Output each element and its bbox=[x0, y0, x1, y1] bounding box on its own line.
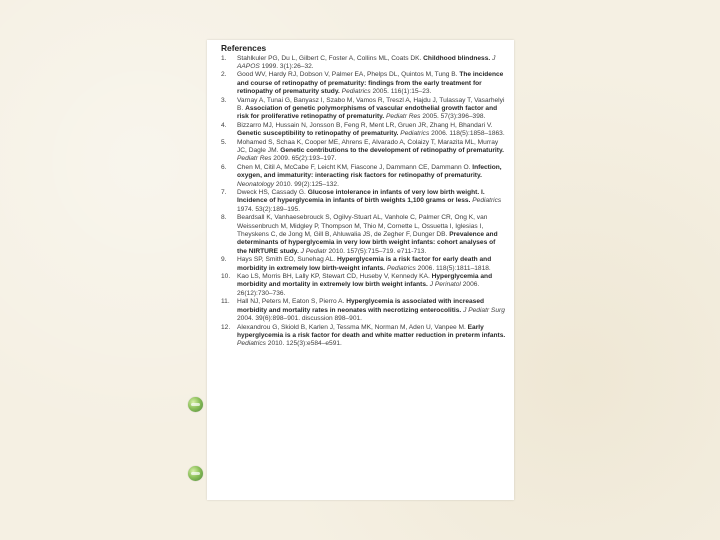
reference-journal: Pediatrics bbox=[386, 264, 416, 272]
reference-authors: Stahlkuler PG, Du L, Gilbert C, Foster A, Collins ML, Coats DK. bbox=[237, 54, 422, 62]
reference-number: 9. bbox=[221, 256, 227, 264]
reference-journal: Pediatr Res bbox=[237, 155, 272, 163]
reference-item bbox=[221, 55, 506, 72]
reference-number: 11. bbox=[221, 298, 230, 306]
reference-authors: Kao LS, Morris BH, Lally KP, Stewart CD, Huseby V, Kennedy KA. bbox=[237, 273, 430, 281]
reference-item bbox=[221, 97, 506, 122]
reference-title: The incidence and course of retinopathy of prematurity: findings from the early treatment for retinopathy of prematurity study. bbox=[237, 71, 504, 96]
reference-number: 7. bbox=[221, 189, 227, 196]
reference-number: 6. bbox=[221, 163, 227, 171]
reference-cite: 2010. 157(5):715–719. e711-713. bbox=[328, 247, 427, 255]
reference-cite: 2006. 118(5):1858–1863. bbox=[431, 130, 505, 138]
reference-authors: Dweck HS, Cassady G. bbox=[237, 189, 306, 196]
reference-item bbox=[221, 122, 506, 139]
reference-item bbox=[221, 71, 506, 96]
reference-title: Association of genetic polymorphisms of vascular endothelial growth factor and risk for proliferative retinopathy of prematurity. bbox=[237, 104, 498, 121]
reference-title: Genetic contributions to the development of retinopathy of prematurity. bbox=[280, 146, 504, 154]
reference-journal: J Pediatr Surg bbox=[463, 306, 505, 314]
reference-cite: 2006. 26(12):730–736. bbox=[237, 281, 480, 297]
reference-cite: 1974. 53(2):189–195. bbox=[237, 205, 301, 213]
reference-text bbox=[237, 139, 506, 164]
reference-cite: 2010. 125(3):e584–e591. bbox=[267, 340, 342, 348]
reference-item bbox=[221, 273, 506, 298]
reference-title: Hyperglycemia is a risk factor for early death and morbidity in extremely low birth-weight infants. bbox=[237, 256, 492, 272]
reference-journal: Pediatr Res bbox=[386, 113, 421, 121]
reference-journal: Pediatrics bbox=[472, 197, 502, 205]
reference-title: Childhood blindness. bbox=[423, 54, 491, 62]
reference-authors: Chen M, Citil A, McCabe F, Leicht KM, Fiascone J, Dammann CE, Dammann O. bbox=[237, 163, 471, 171]
reference-title: Genetic susceptibility to retinopathy of prematurity. bbox=[237, 130, 399, 138]
reference-journal: J Pediatr bbox=[300, 247, 327, 255]
reference-number: 12. bbox=[221, 323, 231, 331]
reference-text bbox=[237, 71, 506, 96]
reference-journal: Neonatology bbox=[237, 180, 275, 188]
reference-authors: Hays SP, Smith EO, Sunehag AL. bbox=[237, 256, 336, 264]
reference-authors: Good WV, Hardy RJ, Dobson V, Palmer EA, Phelps DL, Quintos M, Tung B. bbox=[237, 71, 458, 79]
reference-number: 5. bbox=[221, 138, 227, 146]
reference-list bbox=[221, 55, 506, 349]
reference-cite: 2006. 118(5):1811–1818. bbox=[417, 264, 491, 272]
reference-authors: Alexandrou G, Skiold B, Karlen J, Tessma MK, Norman M, Aden U, Vanpee M. bbox=[237, 323, 466, 331]
reference-number: 10. bbox=[221, 273, 231, 281]
reference-authors: Varnay A, Tunai G, Banyasz I, Szabo M, Vamos R, Treszl A, Hajdu J, Tulassay T, Vasarhelyi B. bbox=[237, 96, 505, 112]
reference-number: 8. bbox=[221, 214, 227, 222]
reference-number: 3. bbox=[221, 96, 227, 104]
reference-text bbox=[237, 122, 506, 139]
reference-journal: Pediatrics bbox=[400, 130, 430, 138]
reference-cite: 2005. 116(1):15–23. bbox=[372, 88, 432, 96]
reference-text bbox=[237, 273, 506, 298]
reference-item bbox=[221, 164, 506, 189]
reference-title: Hyperglycemia and morbidity and mortality in extremely low birth weight infants. bbox=[237, 273, 493, 289]
reference-title: Glucose intolerance in infants of very low birth weight. I. Incidence of hyperglycemia in infants of birth weights 1,100 grams or less. bbox=[237, 189, 485, 205]
reference-text bbox=[237, 256, 506, 273]
reference-authors: Beardsall K, Vanhaesebrouck S, Ogilvy-Stuart AL, Vanhole C, Palmer CR, Ong K, van Weissenbruch M, Midgley P, Thompson M, Thio M, Cornette L, Ossuetta I, Iglesias I, Theyskens C, de Jong M, Gill B, Ahluwalia JS, de Zegher F, Dunger DB. bbox=[237, 214, 488, 239]
reference-item bbox=[221, 189, 506, 214]
reference-title: Prevalence and determinants of hyperglycemia in very low birth weight infants: cohort analyses of the NIRTURE study. bbox=[237, 231, 498, 255]
reference-authors: Bizzarro MJ, Hussain N, Jonsson B, Feng R, Ment LR, Gruen JR, Zhang H, Bhandari V. bbox=[237, 121, 493, 129]
references-heading: References bbox=[221, 43, 267, 53]
reference-item bbox=[221, 324, 506, 349]
reference-item bbox=[221, 256, 506, 273]
reference-cite: 2010. 99(2):125–132. bbox=[275, 180, 339, 188]
reference-item bbox=[221, 298, 506, 323]
reference-item bbox=[221, 139, 506, 164]
reference-authors: Hall NJ, Peters M, Eaton S, Pierro A. bbox=[237, 298, 345, 306]
reference-title: Early hyperglycemia is a risk factor for death and white matter reduction in preterm infants. bbox=[237, 323, 506, 339]
reference-title: Hyperglycemia is associated with increased morbidity and mortality rates in neonates with necrotizing enterocolitis. bbox=[237, 298, 485, 314]
bullet-globe-icon bbox=[188, 397, 203, 412]
reference-journal: Pediatrics bbox=[341, 88, 371, 96]
reference-number: 2. bbox=[221, 71, 227, 79]
reference-number: 1. bbox=[221, 54, 227, 62]
reference-number: 4. bbox=[221, 121, 227, 129]
reference-item bbox=[221, 214, 506, 256]
bullet-globe-icon bbox=[188, 466, 203, 481]
reference-text bbox=[237, 55, 506, 72]
reference-cite: 1999. 3(1):26–32. bbox=[261, 62, 314, 70]
references-document bbox=[207, 40, 514, 500]
reference-text bbox=[237, 189, 506, 214]
reference-cite: 2005. 57(3):396–398. bbox=[422, 113, 486, 121]
reference-text bbox=[237, 324, 506, 349]
reference-text bbox=[237, 298, 506, 323]
reference-cite: 2009. 65(2):193–197. bbox=[273, 155, 337, 163]
reference-cite: 2004. 39(6):898–901. discussion 898–901. bbox=[237, 315, 363, 323]
reference-text bbox=[237, 214, 506, 256]
reference-journal: J AAPOS bbox=[237, 54, 496, 70]
reference-text bbox=[237, 97, 506, 122]
reference-journal: Pediatrics bbox=[237, 340, 266, 348]
reference-authors: Mohamed S, Schaa K, Cooper ME, Ahrens E, Alvarado A, Colaizy T, Marazita ML, Murray JC, Dagle JM. bbox=[237, 138, 499, 154]
reference-journal: J Perinatol bbox=[429, 281, 461, 289]
reference-title: Infection, oxygen, and immaturity: interacting risk factors for retinopathy of prematurity. bbox=[237, 163, 502, 180]
reference-text bbox=[237, 164, 506, 189]
